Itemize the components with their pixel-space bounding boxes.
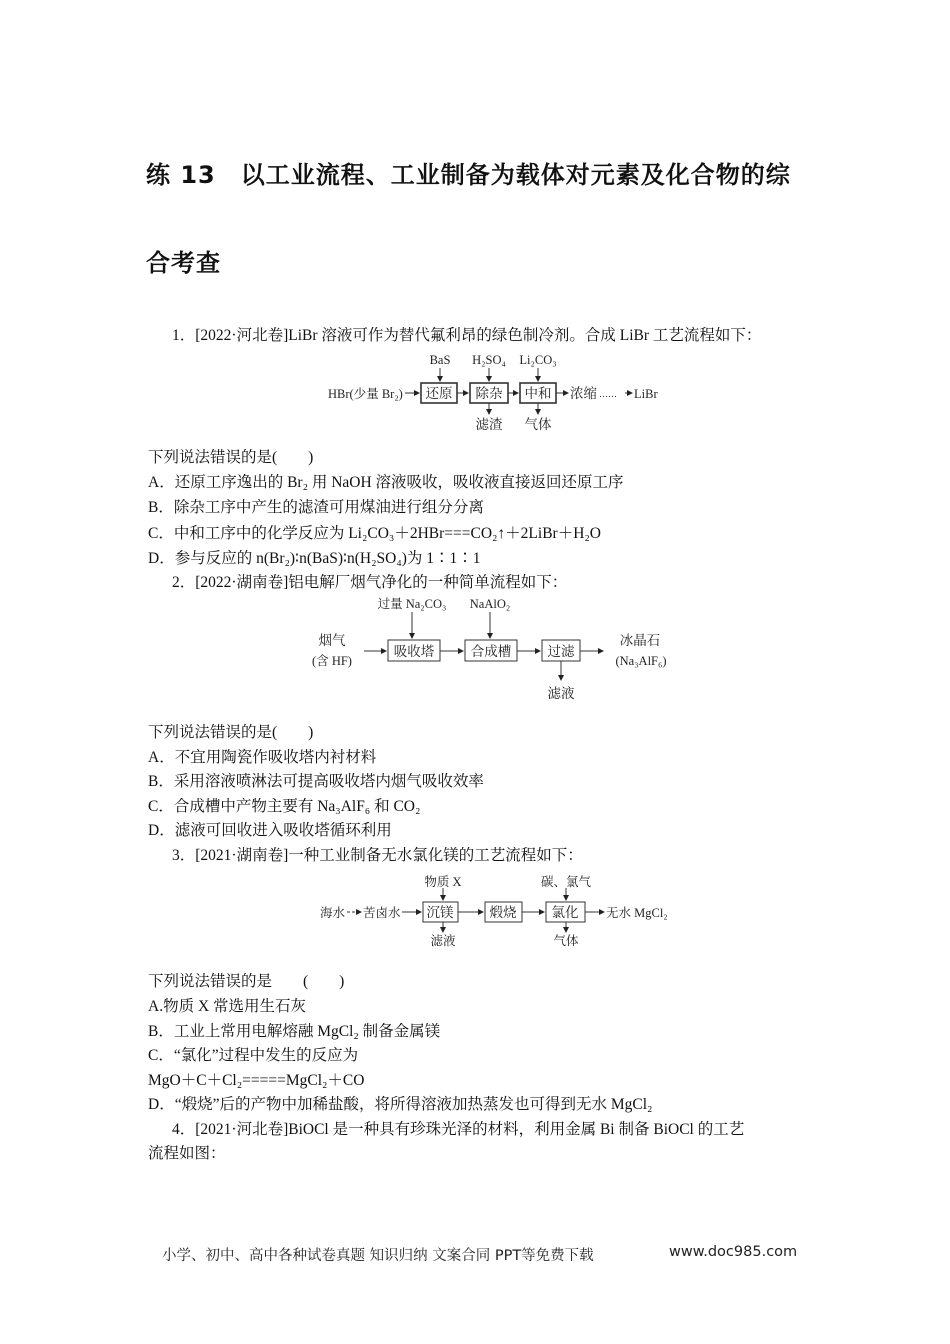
question-3-prompt: 下列说法错误的是 ( ) bbox=[148, 973, 345, 990]
q2-input-label: (含 HF) bbox=[312, 654, 352, 668]
q2-step-box: 合成槽 bbox=[470, 644, 512, 659]
question-1-option: C．中和工序中的化学反应为 Li₂CO₃＋2HBr===CO₂↑＋2LiBr＋H₂O bbox=[148, 525, 601, 542]
q3-step-box: 煅烧 bbox=[489, 905, 517, 920]
q1-reagent-label: Li₂CO₃ bbox=[519, 353, 557, 367]
q2-reagent-label: NaAlO₂ bbox=[469, 597, 511, 611]
page-title: 练 13 以工业流程、工业制备为载体对元素及化合物的综 bbox=[146, 161, 791, 189]
question-3-option: D．“煅烧”后的产物中加稀盐酸，将所得溶液加热蒸发也可得到无水 MgCl₂ bbox=[148, 1096, 653, 1113]
footer-link[interactable]: www.doc985.com bbox=[669, 1244, 798, 1260]
question-2-option: A．不宜用陶瓷作吸收塔内衬材料 bbox=[148, 749, 377, 766]
q1-reagent-label: H₂SO₄ bbox=[472, 353, 506, 367]
footer-text: 小学、初中、高中各种试卷真题 知识归纳 文案合同 PPT等免费下载 bbox=[162, 1248, 594, 1264]
question-2-prompt: 下列说法错误的是( ) bbox=[148, 724, 314, 741]
q3-output-label: 滤液 bbox=[430, 934, 456, 948]
question-1-option: D．参与反应的 n(Br₂)∶n(BaS)∶n(H₂SO₄)为 1∶1∶1 bbox=[148, 550, 481, 567]
q1-product-label: LiBr bbox=[634, 387, 658, 401]
q3-source-label: 海水 bbox=[320, 906, 346, 920]
q1-after-label: 浓缩 bbox=[570, 386, 597, 401]
q2-product-label: (Na₃AlF₆) bbox=[615, 654, 667, 668]
q1-input-label: HBr(少量 Br₂) bbox=[328, 387, 403, 401]
question-4-stem: 4．[2021·河北卷]BiOCl 是一种具有珍珠光泽的材料，利用金属 Bi 制备 BiOCl 的工艺 bbox=[172, 1121, 745, 1138]
q1-step-box: 中和 bbox=[524, 386, 552, 401]
q1-output-label: 气体 bbox=[524, 417, 552, 432]
q2-output-label: 滤液 bbox=[547, 686, 575, 701]
question-2-option: D．滤液可回收进入吸收塔循环利用 bbox=[148, 822, 392, 839]
q2-input-label: 烟气 bbox=[318, 633, 346, 648]
q1-dots: …… bbox=[599, 389, 617, 399]
question-3-option: C．“氯化”过程中发生的反应为 bbox=[148, 1047, 359, 1064]
page-title-continued: 合考查 bbox=[146, 249, 221, 277]
question-1-option: A．还原工序逸出的 Br₂ 用 NaOH 溶液吸收，吸收液直接返回还原工序 bbox=[148, 474, 624, 491]
q2-reagent-label: 过量 Na₂CO₃ bbox=[377, 597, 447, 611]
question-3-option: A.物质 X 常选用生石灰 bbox=[148, 998, 307, 1015]
q2-step-box: 吸收塔 bbox=[393, 644, 435, 659]
question-2-stem: 2．[2022·湖南卷]铝电解厂烟气净化的一种简单流程如下： bbox=[172, 574, 568, 591]
q1-step-box: 除杂 bbox=[475, 386, 503, 401]
q2-product-label: 冰晶石 bbox=[619, 633, 661, 648]
q3-output-label: 气体 bbox=[553, 934, 579, 948]
q3-reagent-label: 碳、氯气 bbox=[540, 875, 592, 889]
q1-output-label: 滤渣 bbox=[475, 417, 503, 432]
q2-step-box: 过滤 bbox=[547, 644, 575, 659]
question-4-stem-continued: 流程如图： bbox=[148, 1145, 226, 1162]
question-3-equation: MgO＋C＋Cl₂=====MgCl₂＋CO bbox=[148, 1072, 365, 1089]
q3-product-label: 无水 MgCl₂ bbox=[606, 906, 668, 920]
question-1-option: B．除杂工序中产生的滤渣可用煤油进行组分分离 bbox=[148, 499, 484, 516]
q1-reagent-label: BaS bbox=[429, 353, 451, 367]
question-3-stem: 3．[2021·湖南卷]一种工业制备无水氯化镁的工艺流程如下： bbox=[172, 847, 583, 864]
question-2-option: C．合成槽中产物主要有 Na₃AlF₆ 和 CO₂ bbox=[148, 798, 421, 815]
question-3-option: B．工业上常用电解熔融 MgCl₂ 制备金属镁 bbox=[148, 1023, 441, 1040]
q3-reagent-label: 物质 X bbox=[424, 875, 462, 889]
question-2-option: B．采用溶液喷淋法可提高吸收塔内烟气吸收效率 bbox=[148, 773, 484, 790]
question-1-stem: 1．[2022·河北卷]LiBr 溶液可作为替代氟利昂的绿色制冷剂。合成 LiBr 工艺流程如下： bbox=[172, 327, 762, 344]
q3-step-box: 氯化 bbox=[551, 905, 579, 920]
q3-mid-label: 苦卤水 bbox=[363, 906, 401, 920]
q1-step-box: 还原 bbox=[425, 386, 453, 401]
question-1-prompt: 下列说法错误的是( ) bbox=[148, 449, 314, 466]
q3-step-box: 沉镁 bbox=[426, 905, 454, 920]
